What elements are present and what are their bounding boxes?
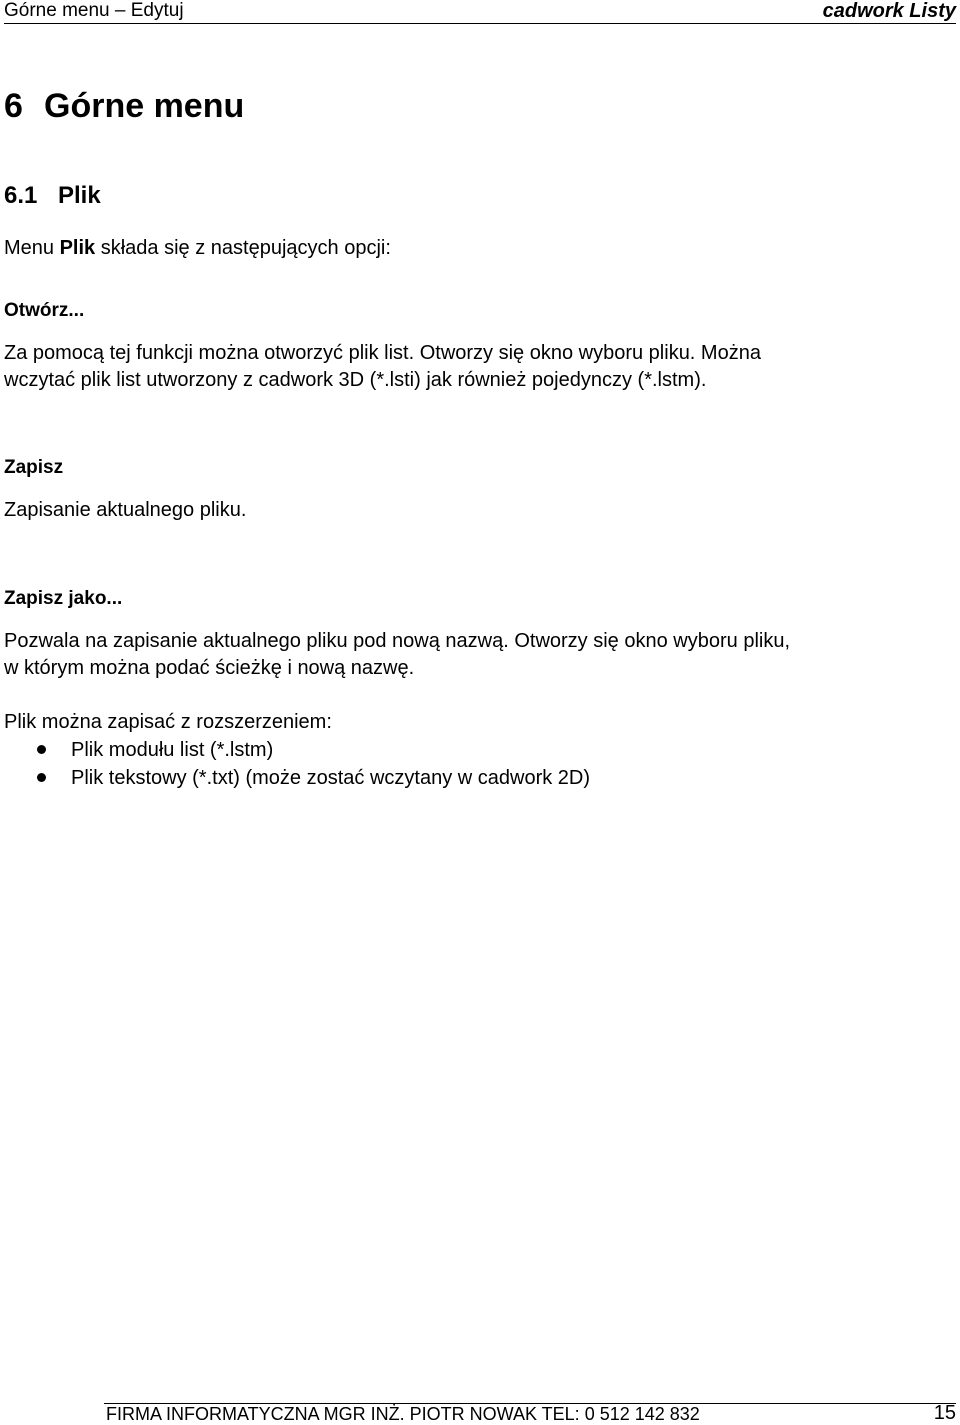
description-save-as-line-1: Pozwala na zapisanie aktualnego pliku pod nową nazwą. Otworzy się okno wyboru pliku, — [4, 630, 791, 652]
header-divider — [4, 23, 956, 24]
list-item-text: Plik tekstowy (*.txt) (może zostać wczytany w cadwork 2D) — [71, 767, 591, 789]
page-number: 15 — [933, 1402, 956, 1424]
header-right: cadwork Listy — [822, 0, 956, 22]
bullet-icon — [37, 773, 46, 782]
footer-company: FIRMA INFORMATYCZNA MGR INŻ. PIOTR NOWAK TEL: 0 512 142 832 — [106, 1404, 700, 1424]
extensions-intro: Plik można zapisać z rozszerzeniem: — [4, 711, 332, 733]
chapter-heading — [4, 86, 244, 126]
description-save: Zapisanie aktualnego pliku. — [4, 499, 247, 521]
list-item-text: Plik modułu list (*.lstm) — [71, 739, 274, 761]
intro-text-before: Menu — [4, 237, 60, 259]
intro-paragraph — [4, 235, 391, 262]
extensions-list — [4, 736, 590, 792]
term-save: Zapisz — [4, 457, 64, 478]
section-number: 6.1 — [4, 182, 38, 209]
description-open-line-2: wczytać plik list utworzony z cadwork 3D (*.lsti) jak również pojedynczy (*.lstm). — [4, 369, 707, 391]
section-title: Plik — [58, 182, 101, 209]
description-open-line-1: Za pomocą tej funkcji można otworzyć plik list. Otworzy się okno wyboru pliku. Można — [4, 342, 761, 364]
bullet-icon — [37, 745, 46, 754]
chapter-number: 6 — [4, 87, 23, 125]
chapter-title: Górne menu — [44, 87, 245, 125]
list-item — [4, 764, 590, 792]
term-open: Otwórz... — [4, 300, 85, 321]
section-heading — [4, 181, 101, 211]
intro-menu-name: Plik — [59, 237, 96, 259]
description-save-as-line-2: w którym można podać ścieżkę i nową nazwę. — [4, 657, 415, 679]
list-item — [4, 736, 590, 764]
term-save-as: Zapisz jako... — [4, 588, 123, 609]
header-left: Górne menu – Edytuj — [4, 0, 184, 21]
intro-text-after: składa się z następujących opcji: — [95, 237, 391, 259]
